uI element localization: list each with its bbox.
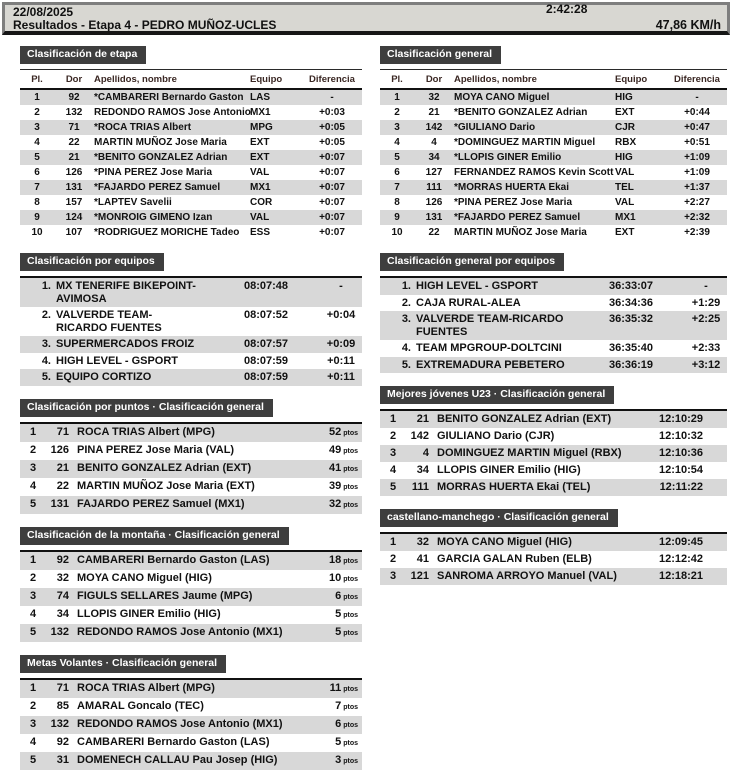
points-cell: [282, 734, 362, 752]
table-row: [20, 336, 362, 353]
dorsal-cell: 85: [56, 700, 69, 712]
points-value: 6: [335, 717, 342, 730]
section-general: [380, 44, 727, 240]
table-row: 1 32 MOYA CANO Miguel HIG -: [380, 89, 727, 105]
rider-name-cell: ROCA TRIAS Albert (MPG): [74, 679, 282, 698]
table-row: 5 34 *LLOPIS GINER Emilio HIG +1:09: [380, 150, 727, 165]
diff-cell: +0:11: [320, 369, 362, 386]
table-row: [20, 734, 362, 752]
section-title-equipos: Clasificación por equipos: [20, 253, 164, 271]
time-cell: 12:11:22: [647, 479, 727, 496]
rank-cell: 4: [389, 464, 397, 476]
dorsal-cell: 92: [56, 736, 69, 748]
rider-name-cell: PINA PEREZ Jose Maria (VAL): [77, 444, 235, 456]
points-unit: ptos: [343, 685, 358, 693]
time-cell: 36:36:19: [609, 357, 685, 374]
table-row: 7 111 *MORRAS HUERTA Ekai TEL +1:37: [380, 180, 727, 195]
section-title-general: Clasificación general: [380, 46, 501, 64]
rank-cell: 1: [380, 533, 406, 551]
table-row: 7 131 *FAJARDO PEREZ Samuel MX1 +0:07: [20, 180, 362, 195]
table-row: [380, 410, 727, 428]
dorsal-cell: 34: [56, 608, 69, 620]
rider-name-cell: REDONDO RAMOS Jose Antonio (MX1): [74, 716, 282, 734]
header-row: [380, 70, 727, 90]
rank-cell: 1: [20, 551, 46, 570]
dorsal-cell: 32: [406, 533, 434, 551]
col-header-name: Apellidos, nombre: [94, 74, 177, 85]
rank-cell: 4: [29, 736, 37, 748]
time-cell: 12:10:54: [658, 464, 703, 476]
diff-cell: +3:12: [685, 357, 727, 374]
dorsal-cell: 32: [56, 572, 69, 584]
puntos-table: [20, 422, 362, 514]
points-value: 6: [335, 589, 342, 602]
table-row: [20, 752, 362, 770]
general-equipos-table: [380, 276, 727, 373]
points-unit: ptos: [343, 629, 358, 637]
points-cell: [282, 442, 362, 460]
section-castellano: [380, 507, 727, 585]
rank-cell: 4.: [41, 354, 51, 367]
dorsal-cell: 71: [46, 423, 74, 442]
rider-name-cell: SANROMA ARROYO Manuel (VAL): [434, 568, 647, 585]
header-row: [20, 70, 362, 90]
dorsal-cell: 21: [406, 410, 434, 428]
section-montana: [20, 525, 362, 642]
table-row: [380, 311, 727, 340]
points-value: 18: [328, 553, 342, 566]
table-row: [20, 698, 362, 716]
rider-name-cell: LLOPIS GINER Emilio (HIG): [77, 608, 221, 620]
section-title-castellano: castellano-manchego · Clasificación general: [380, 509, 618, 527]
rank-cell: 2.: [401, 296, 411, 309]
time-cell: 08:07:52: [244, 309, 289, 321]
rider-name-cell: CAMBARERI Bernardo Gaston (LAS): [74, 551, 282, 570]
dorsal-cell: 121: [406, 568, 434, 585]
dorsal-cell: 92: [46, 551, 74, 570]
table-row: [20, 307, 362, 336]
diff-cell: +0:11: [327, 354, 355, 367]
points-value: 49: [328, 443, 342, 456]
rank-cell: 3: [380, 568, 406, 585]
dorsal-cell: 142: [410, 430, 429, 442]
section-title-etapa: Clasificación de etapa: [20, 46, 146, 64]
rider-name-cell: DOMINGUEZ MARTIN Miguel (RBX): [434, 445, 647, 462]
diff-cell: +1:29: [691, 296, 721, 309]
team-name-cell: TEAM MPGROUP-DOLTCINI: [416, 342, 562, 354]
table-row: [20, 570, 362, 588]
rank-cell: 3.: [20, 336, 56, 353]
rank-cell: 5: [20, 496, 46, 514]
rank-cell: 3: [20, 460, 46, 478]
diff-cell: -: [685, 277, 727, 295]
points-cell: [282, 588, 362, 606]
report-date: 22/08/2025: [13, 5, 74, 19]
table-row: 2 132 REDONDO RAMOS Jose Antonio MX1 +0:03: [34, 107, 345, 118]
points-cell: [282, 460, 362, 478]
team-name-cell: VALVERDE TEAM-RICARDO FUENTES: [56, 309, 162, 334]
points-cell: [282, 624, 362, 642]
table-row: 9 124 *MONROIG GIMENO Izan VAL +0:07: [20, 210, 362, 225]
table-row: [20, 624, 362, 642]
points-cell: [282, 478, 362, 496]
results-content: [0, 35, 732, 781]
rank-cell: 2: [389, 430, 397, 442]
table-row: [380, 462, 727, 479]
rank-cell: 1: [20, 423, 46, 442]
points-cell: [282, 551, 362, 570]
table-row: [20, 369, 362, 386]
table-row: 5 21 *BENITO GONZALEZ Adrian EXT +0:07: [20, 150, 362, 165]
table-row: 8 126 *PINA PEREZ Jose Maria VAL +2:27: [394, 197, 710, 208]
section-title-montana: Clasificación de la montaña · Clasificación general: [20, 527, 289, 545]
team-name-cell: SUPERMERCADOS FROIZ: [56, 336, 244, 353]
table-row: 10 107 *RODRIGUEZ MORICHE Tadeo ESS +0:07: [31, 227, 345, 238]
general-table: [380, 69, 727, 240]
table-row: [20, 588, 362, 606]
section-title-puntos: Clasificación por puntos · Clasificación general: [20, 399, 273, 417]
table-row: [380, 357, 727, 374]
montana-table: [20, 550, 362, 642]
table-row: 1 92 *CAMBARERI Bernardo Gaston LAS -: [20, 89, 362, 105]
diff-cell: -: [320, 277, 362, 307]
points-cell: [282, 698, 362, 716]
col-header-team: Equipo: [250, 74, 283, 85]
equipos-table: [20, 276, 362, 386]
team-name-cell: MX TENERIFE BIKEPOINT-AVIMOSA: [56, 277, 244, 307]
rider-name-cell: BENITO GONZALEZ Adrian (EXT): [74, 460, 282, 478]
average-speed: 47,86 KM/h: [655, 18, 721, 32]
table-row: [380, 277, 727, 295]
rider-name-cell: MARTIN MUÑOZ Jose Maria (EXT): [77, 480, 255, 492]
rank-cell: 4: [29, 480, 37, 492]
rank-cell: 3: [20, 716, 46, 734]
points-unit: ptos: [343, 757, 358, 765]
rider-name-cell: AMARAL Goncalo (TEC): [77, 700, 204, 712]
section-jovenes: [380, 384, 727, 496]
section-title-metas: Metas Volantes · Clasificación general: [20, 655, 226, 673]
table-row: [20, 606, 362, 624]
col-header-pl: Pl.: [391, 74, 403, 85]
col-left: [20, 44, 362, 781]
col-header-dor: Dor: [425, 74, 443, 85]
table-row: 10 22 MARTIN MUÑOZ Jose Maria EXT +2:39: [391, 227, 710, 238]
col-header-pl: Pl.: [31, 74, 43, 85]
points-value: 39: [328, 479, 342, 492]
rider-name-cell: GIULIANO Dario (CJR): [437, 430, 555, 442]
points-value: 3: [335, 753, 342, 766]
dorsal-cell: 31: [46, 752, 74, 770]
rider-name-cell: FIGULS SELLARES Jaume (MPG): [74, 588, 282, 606]
rider-name-cell: GARCIA GALAN Ruben (ELB): [437, 553, 592, 565]
diff-cell: +0:09: [320, 336, 362, 353]
points-unit: ptos: [343, 483, 358, 491]
table-row: [20, 442, 362, 460]
table-row: [20, 353, 362, 370]
table-row: 6 127 FERNANDEZ RAMOS Kevin Scott VAL +1:09: [394, 167, 710, 178]
points-cell: [282, 423, 362, 442]
diff-cell: +0:04: [326, 309, 356, 321]
table-row: [380, 340, 727, 357]
points-cell: [282, 752, 362, 770]
points-unit: ptos: [343, 593, 358, 601]
time-cell: 08:07:59: [244, 354, 289, 367]
points-value: 32: [328, 497, 342, 510]
team-name-cell: HIGH LEVEL - GSPORT: [56, 354, 179, 367]
points-unit: ptos: [343, 465, 358, 473]
dorsal-cell: 132: [46, 624, 74, 642]
rider-name-cell: FAJARDO PEREZ Samuel (MX1): [74, 496, 282, 514]
table-row: [20, 496, 362, 514]
points-unit: ptos: [343, 429, 358, 437]
rank-cell: 2: [29, 572, 37, 584]
rider-name-cell: MORRAS HUERTA Ekai (TEL): [434, 479, 647, 496]
table-row: [380, 295, 727, 312]
rank-cell: 5.: [380, 357, 416, 374]
time-cell: 12:10:36: [647, 445, 727, 462]
rank-cell: 2.: [41, 309, 51, 321]
rank-cell: 1.: [20, 277, 56, 307]
table-row: [20, 460, 362, 478]
dorsal-cell: 41: [416, 553, 429, 565]
rider-name-cell: LLOPIS GINER Emilio (HIG): [437, 464, 581, 476]
points-unit: ptos: [343, 721, 358, 729]
table-row: [380, 551, 727, 568]
team-name-cell: CAJA RURAL-ALEA: [416, 296, 521, 309]
dorsal-cell: 131: [46, 496, 74, 514]
table-row: 2 21 *BENITO GONZALEZ Adrian EXT +0:44: [394, 107, 710, 118]
rider-name-cell: ROCA TRIAS Albert (MPG): [74, 423, 282, 442]
time-cell: 08:07:48: [244, 277, 320, 307]
table-row: [380, 479, 727, 496]
points-value: 41: [328, 461, 342, 474]
time-cell: 36:34:36: [609, 296, 654, 309]
table-row: 4 22 MARTIN MUÑOZ Jose Maria EXT +0:05: [34, 137, 345, 148]
rider-name-cell: DOMENECH CALLAU Pau Josep (HIG): [74, 752, 282, 770]
section-equipos: [20, 251, 362, 386]
rider-name-cell: CAMBARERI Bernardo Gaston (LAS): [77, 736, 270, 748]
col-header-name: Apellidos, nombre: [454, 74, 537, 85]
table-row: [380, 568, 727, 585]
col-header-diff: Diferencia: [309, 74, 355, 85]
points-unit: ptos: [343, 703, 358, 711]
points-cell: [282, 679, 362, 698]
points-unit: ptos: [343, 501, 358, 509]
rider-name-cell: MOYA CANO Miguel (HIG): [77, 572, 212, 584]
table-row: 6 126 *PINA PEREZ Jose Maria VAL +0:07: [34, 167, 345, 178]
etapa-table: [20, 69, 362, 240]
col-header-team: Equipo: [615, 74, 648, 85]
points-unit: ptos: [343, 447, 358, 455]
rank-cell: 4.: [401, 342, 411, 354]
rank-cell: 1: [380, 410, 406, 428]
rank-cell: 1: [20, 679, 46, 698]
dorsal-cell: 111: [406, 479, 434, 496]
team-name-cell: EXTREMADURA PEBETERO: [416, 357, 609, 374]
section-title-general-equipos: Clasificación general por equipos: [380, 253, 564, 271]
dorsal-cell: 132: [46, 716, 74, 734]
section-etapa: [20, 44, 362, 240]
table-row: [20, 423, 362, 442]
rank-cell: 2: [29, 444, 37, 456]
time-cell: 08:07:59: [244, 369, 320, 386]
diff-cell: +2:33: [691, 342, 721, 354]
metas-table: [20, 678, 362, 770]
time-cell: 12:18:21: [647, 568, 727, 585]
section-metas: [20, 653, 362, 770]
col-header-diff: Diferencia: [674, 74, 720, 85]
points-cell: [282, 606, 362, 624]
points-value: 10: [328, 571, 342, 584]
diff-cell: +2:25: [685, 311, 727, 340]
table-row: [380, 445, 727, 462]
jovenes-table: [380, 409, 727, 496]
time-cell: 36:35:32: [609, 311, 685, 340]
section-title-jovenes: Mejores jóvenes U23 · Clasificación general: [380, 386, 614, 404]
table-row: 3 142 *GIULIANO Dario CJR +0:47: [380, 120, 727, 135]
team-name-cell: VALVERDE TEAM-RICARDO FUENTES: [416, 311, 609, 340]
table-row: 9 131 *FAJARDO PEREZ Samuel MX1 +2:32: [380, 210, 727, 225]
table-row: 8 157 *LAPTEV Savelii COR +0:07: [34, 197, 345, 208]
dorsal-cell: 34: [416, 464, 429, 476]
points-value: 5: [335, 735, 342, 748]
table-row: 3 71 *ROCA TRIAS Albert MPG +0:05: [20, 120, 362, 135]
time-cell: 36:33:07: [609, 277, 685, 295]
time-cell: 08:07:57: [244, 336, 320, 353]
report-header: [2, 2, 730, 35]
rank-cell: 1.: [380, 277, 416, 295]
dorsal-cell: 22: [56, 480, 69, 492]
report-header-left: [13, 5, 276, 31]
points-value: 52: [328, 425, 342, 438]
dorsal-cell: 126: [50, 444, 69, 456]
report-title: Resultados - Etapa 4 - PEDRO MUÑOZ-UCLES: [13, 18, 277, 32]
points-cell: [282, 496, 362, 514]
castellano-table: [380, 532, 727, 585]
rank-cell: 3.: [380, 311, 416, 340]
col-header-dor: Dor: [65, 74, 83, 85]
time-cell: 36:35:40: [609, 342, 654, 354]
dorsal-cell: 71: [46, 679, 74, 698]
points-unit: ptos: [343, 739, 358, 747]
col-right: [380, 44, 727, 781]
points-cell: [282, 570, 362, 588]
team-name-cell: HIGH LEVEL - GSPORT: [416, 277, 609, 295]
rank-cell: 4: [29, 608, 37, 620]
points-value: 5: [335, 625, 342, 638]
table-row: [20, 679, 362, 698]
section-general-equipos: [380, 251, 727, 373]
rider-name-cell: REDONDO RAMOS Jose Antonio (MX1): [74, 624, 282, 642]
points-value: 7: [335, 699, 342, 712]
points-value: 5: [335, 607, 342, 620]
points-value: 11: [329, 681, 342, 694]
points-unit: ptos: [343, 557, 358, 565]
time-cell: 12:10:32: [658, 430, 703, 442]
time-cell: 12:10:29: [647, 410, 727, 428]
rank-cell: 5: [20, 752, 46, 770]
rank-cell: 3: [380, 445, 406, 462]
dorsal-cell: 74: [46, 588, 74, 606]
rank-cell: 3: [20, 588, 46, 606]
report-header-right: [546, 2, 721, 32]
rider-name-cell: BENITO GONZALEZ Adrian (EXT): [434, 410, 647, 428]
table-row: 4 4 *DOMINGUEZ MARTIN Miguel RBX +0:51: [394, 137, 710, 148]
rank-cell: 5: [20, 624, 46, 642]
time-cell: 12:09:45: [647, 533, 727, 551]
section-puntos: [20, 397, 362, 514]
points-unit: ptos: [343, 611, 358, 619]
table-row: [380, 533, 727, 551]
rider-name-cell: MOYA CANO Miguel (HIG): [434, 533, 647, 551]
table-row: [20, 551, 362, 570]
points-unit: ptos: [343, 575, 358, 583]
stage-time: 2:42:28: [546, 2, 588, 16]
time-cell: 12:12:42: [658, 553, 703, 565]
dorsal-cell: 4: [406, 445, 434, 462]
table-row: [380, 428, 727, 445]
table-row: [20, 478, 362, 496]
rank-cell: 2: [29, 700, 37, 712]
table-row: [20, 277, 362, 307]
rank-cell: 5.: [20, 369, 56, 386]
team-name-cell: EQUIPO CORTIZO: [56, 369, 244, 386]
dorsal-cell: 21: [46, 460, 74, 478]
rank-cell: 5: [380, 479, 406, 496]
rank-cell: 2: [389, 553, 397, 565]
